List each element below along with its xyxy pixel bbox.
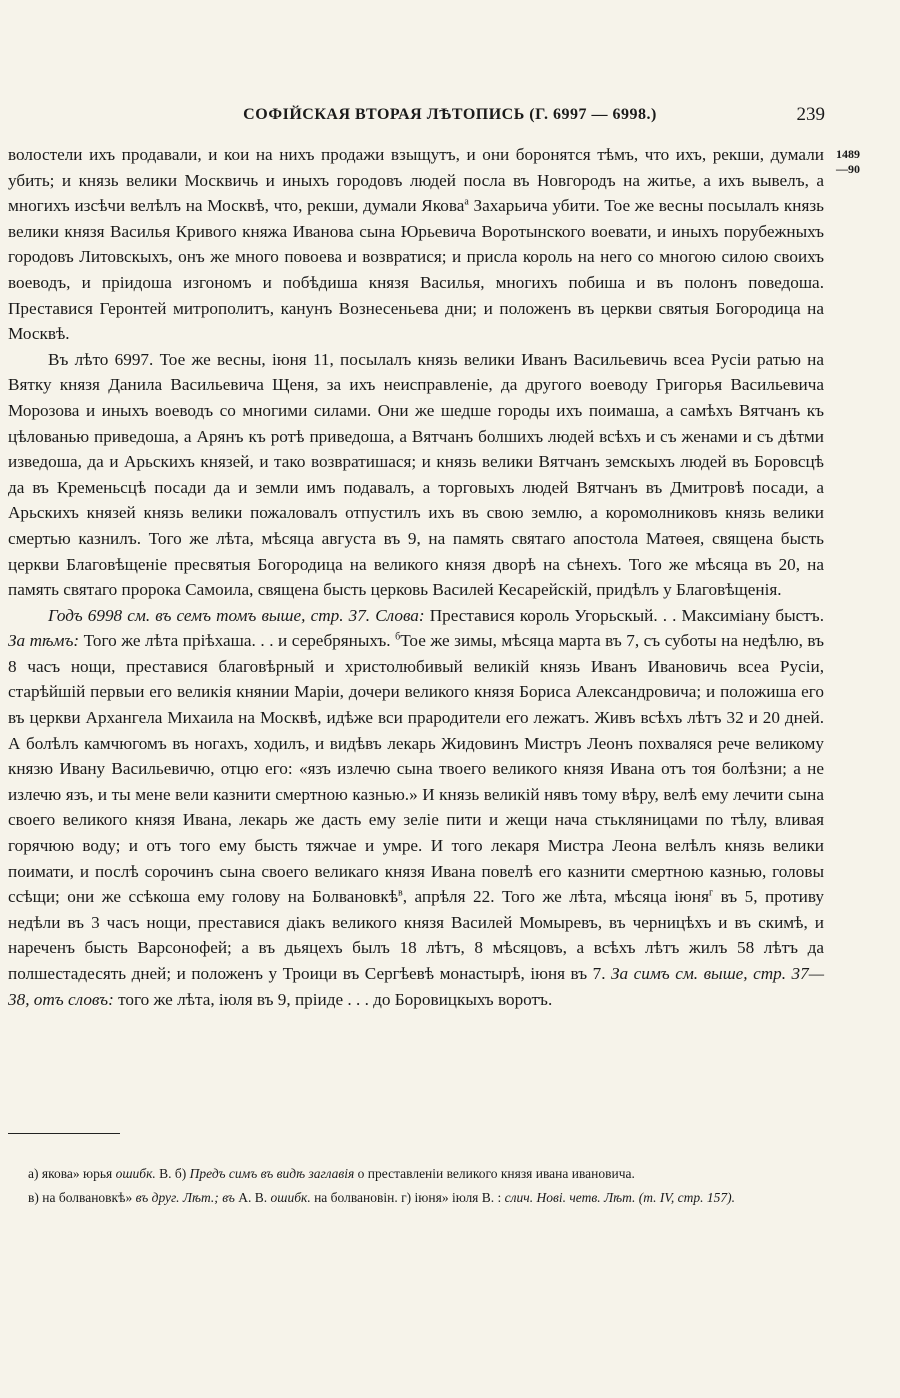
footnote-v-text-3: А. В. xyxy=(234,1190,271,1205)
paragraph-1 xyxy=(8,142,824,347)
footnote-a-mark: а) xyxy=(28,1166,39,1181)
footnote-ref-v: в xyxy=(398,887,403,899)
footnote-v-text-1: на болвановкѣ» xyxy=(38,1190,136,1205)
footnote-v-mark: в) xyxy=(28,1190,39,1205)
footnote-divider xyxy=(8,1133,120,1134)
footnote-b-italic: Предъ симъ въ видѣ заглавія xyxy=(186,1166,355,1181)
paragraph-3-text-a: Преставися король Угорьскый. . . Максиміану быстъ. xyxy=(424,605,824,625)
footnote-v-text-4: на болвановін. xyxy=(310,1190,402,1205)
footnote-line-2 xyxy=(8,1186,824,1210)
footnote-g-italic: слич. Нові. четв. Лѣт. (т. IV, стр. 157). xyxy=(504,1190,736,1205)
footnote-line-1 xyxy=(8,1162,824,1186)
running-head: СОФІЙСКАЯ ВТОРАЯ ЛѢТОПИСЬ (Г. 6997 — 6998.) xyxy=(243,106,657,123)
footnote-v-italic-3: ошибк. xyxy=(270,1190,311,1205)
footnotes xyxy=(8,1162,824,1210)
footnote-a-text-1: якова» юрья xyxy=(38,1166,116,1181)
paragraph-3-text-d: , апрѣля 22. Того же лѣта, мѣсяца іюня xyxy=(402,887,709,907)
footnote-a-italic: ошибк. xyxy=(115,1166,156,1181)
paragraph-3-text-e: въ 5, противу недѣли въ 3 часъ нощи, преставися діакъ великого князя Василей Момыревъ, въ черницѣхъ и въ скимѣ, и нареченъ бысть Варсонофей; а въ дьяцехъ былъ 18 лѣтъ, 8 мѣсяцовъ, а всѣхъ лѣтъ жилъ 58 лѣтъ да полшестадесять дней; и положенъ у Троици въ Сергѣевѣ монастырѣ, іюня въ 7. xyxy=(8,887,824,983)
footnote-b-mark: б) xyxy=(174,1166,187,1181)
page-header xyxy=(0,104,900,128)
footnote-b-text: о преставленіи великого князя ивана ивановича. xyxy=(354,1166,635,1181)
footnote-ref-a: а xyxy=(464,196,469,208)
paragraph-2: Въ лѣто 6997. Тое же весны, іюня 11, посылалъ князь велики Иванъ Васильевичь всеа Русіи ратью на Вятку князя Данила Васильевича Щеня, за ихъ неисправленіе, да другого воеводу Григорья Васильевича Морозова и иныхъ воеводъ со многими силами. Они же шедше городы ихъ поимаша, а самѣхъ Вятчанъ къ цѣлованью приведоша, а Арянъ къ ротѣ приведоша, а Вятчанъ болшихъ людей всѣхъ и съ женами и съ дѣтми изведоша, да и Арьскихъ князей, и тако возвратишася; и князь велики Вятчанъ земскыхъ людей въ Боровсцѣ да въ Кременьсцѣ посади да и земли имъ подавалъ, а торговыхъ людей Вятчанъ въ Дмитровѣ посади, а Арьскихъ князей князь велики пожаловалъ отпустилъ ихъ въ свою землю, а коромолниковъ князь велики смертью казнилъ. Того же лѣта, мѣсяца августа въ 9, на память святаго апостола Матѳея, священа бысть церкви Благовѣщеніе пресвятыя Богородица на великого князя дворѣ на сѣнехъ. Того же мѣсяца въ 20, на память святаго пророка Самоила, священа бысть церковь Василей Кесарейскій, придѣлъ у Благовѣщенія. xyxy=(8,349,824,600)
paragraph-3 xyxy=(8,603,824,1013)
editorial-note-1: Годъ 6998 см. въ семъ томъ выше, стр. 37. Слова: xyxy=(48,605,425,625)
margin-year-note xyxy=(826,147,860,177)
paragraph-3-text-f: того же лѣта, іюля въ 9, пріиде . . . до Боровицкыхъ воротъ. xyxy=(113,989,553,1009)
footnote-a-text-2: В. xyxy=(155,1166,175,1181)
page-number: 239 xyxy=(796,104,825,125)
footnote-v-italic-2: въ xyxy=(222,1190,235,1205)
footnote-v-italic-1: въ друг. Лѣт.; xyxy=(135,1190,219,1205)
paragraph-1-text-a: волостели ихъ продавали, и кои на нихъ продажи взыщутъ, и они боронятся тѣмъ, что ихъ, рекши, думали убить; и князь велики Москвичь и иныхъ городовъ людей посла въ Новгородъ на житье, а ихъ вывелъ, а многихъ изсѣчи велѣлъ на Москвѣ, что, рекши, думали Якова xyxy=(8,145,824,216)
footnote-g-text: іюня» іюля В. : xyxy=(411,1190,505,1205)
paragraph-1-text-b: Захарьича убити. Тое же весны посылалъ князь велики князя Василья Кривого княжа Иванова сына Юрьевича Воротынского воевати, и иныхъ порубежныхъ городовъ Литовскыхъ, онъ же много повоева и возвратися; и присла король на него со многою силою своихъ воеводъ, и пріидоша изгономъ и побѣдиша князя Василья, многихъ побиша и въ полонъ поведоша. Преставися Геронтей митрополитъ, канунъ Вознесеньева дни; и положенъ въ церкви святыя Богородица на Москвѣ. xyxy=(8,196,824,344)
editorial-note-3: За симъ см. выше, стр. 37—38, отъ словъ: xyxy=(8,964,824,1009)
body-text xyxy=(8,142,824,1012)
footnote-ref-g: г xyxy=(709,887,714,899)
editorial-note-2: За тѣмъ: xyxy=(8,631,80,651)
footnote-g-mark: г) xyxy=(401,1190,412,1205)
margin-year-line-2: —90 xyxy=(836,162,860,176)
paragraph-3-text-b: Того же лѣта пріѣхаша. . . и серебряныхъ. xyxy=(79,631,396,651)
footnote-ref-b: б xyxy=(395,631,401,643)
paragraph-3-text-c: Тое же зимы, мѣсяца марта въ 7, съ суботы на недѣлю, въ 8 часъ нощи, преставися благовѣрный и христолюбивый великій князь Иванъ Ивановичь всеа Русіи, старѣйшій первыи его великія княнии Маріи, дочери великого князя Бориса Александровича; и положиша его въ церкви Архангела Михаила на Москвѣ, идѣже вси прародители его лежатъ. Живъ всѣхъ лѣтъ 32 и 20 дней. А болѣлъ камчюгомъ въ ногахъ, ходилъ, и видѣвъ лекарь Жидовинъ Мистръ Леонъ похваляся рече великому князю Ивану Васильевичю, отцю его: «язъ излечю сына твоего великого князя Ивана отъ тоя болѣзни; а не излечю язъ, и ты мене вели казнити смертною казнью.» И князь великій нявъ тому вѣру, велѣ ему лечити сына своего великого князя Ивана, лекарь же дасть ему зеліе пити и жещи нача стькляницами по тѣлу, вливая горячюю воду; и отъ того ему бысть тяжчае и умре. И того лекаря Мистра Леона велѣлъ князь велики поимати, и послѣ сорочинъ сына своего великаго князя Ивана повелѣ его казнити смертною казнью, головы ссѣщи; они же ссѣкоша ему голову на Болвановкѣ xyxy=(8,631,825,907)
margin-year-line-1: 1489 xyxy=(836,147,860,161)
